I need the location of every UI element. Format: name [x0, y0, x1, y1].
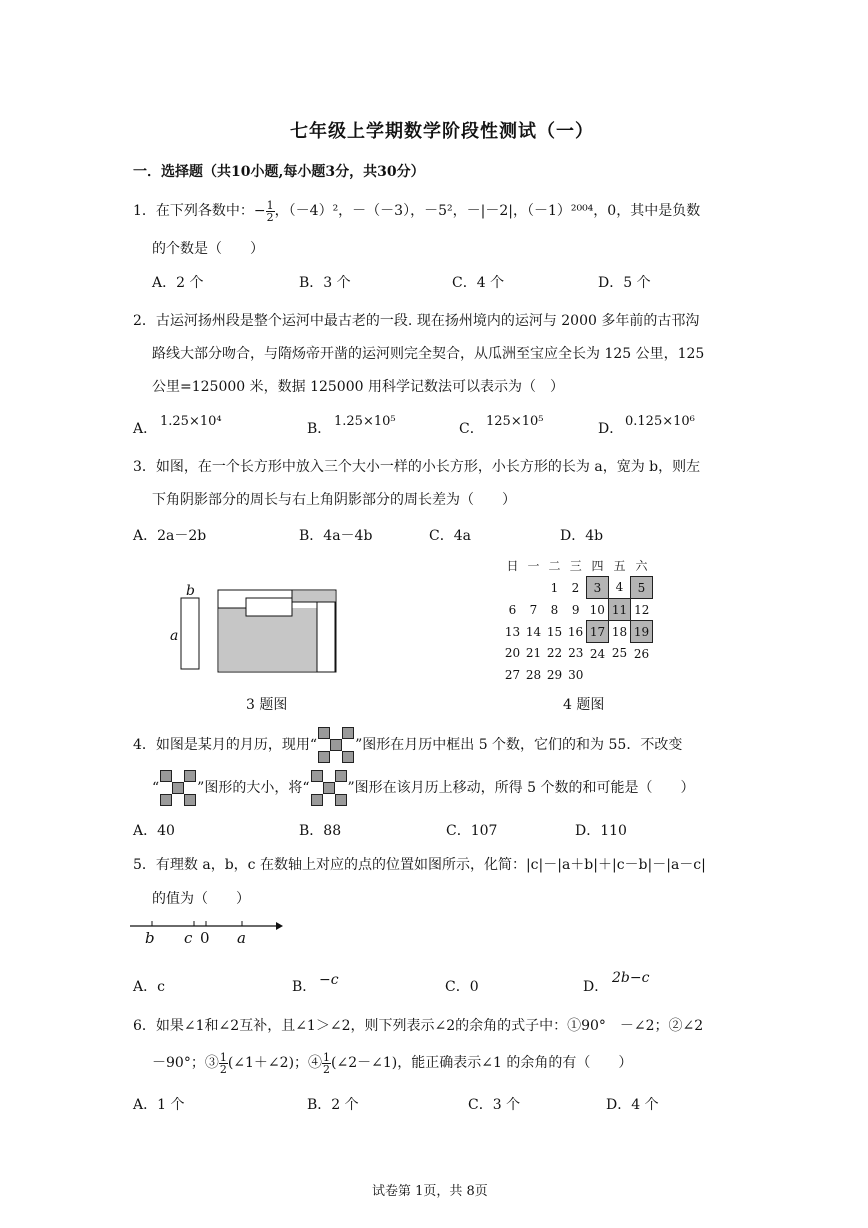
q2-option-a: [133, 418, 157, 438]
day-cell: 23: [568, 646, 584, 661]
q3-text-1: 如图，在一个长方形中放入三个大小一样的小长方形，小长方形的长为 a，宽为 b，则左: [155, 459, 701, 475]
q6-text-2a: －90°；③: [152, 1055, 219, 1071]
q6-option-c: C．3 个: [468, 1097, 521, 1113]
q3-option-c: C．4a: [429, 528, 471, 544]
question-1-line-2: 的个数是（ ）: [152, 241, 264, 257]
question-3-line-2: 下角阴影部分的周长与右上角阴影部分的周长差为（ ）: [152, 492, 516, 508]
question-2-line-2: 路线大部分吻合，与隋炀帝开凿的运河则完全契合，从瓜洲至宝应全长为 125 公里，125: [152, 346, 705, 362]
calendar: [502, 555, 653, 685]
q6-half-2: [322, 1052, 331, 1075]
day-cell: 21: [525, 646, 542, 661]
day-cell: 10: [589, 602, 605, 617]
q4-number: 4．: [133, 737, 156, 753]
calendar-table: [502, 555, 653, 685]
q4-text-1b: ”图形在月历中框出 5 个数，它们的和为 55．不改变: [355, 737, 683, 753]
q4-text-1a: 如图是某月的月历，现用“: [155, 737, 318, 753]
day-cell: 28: [525, 667, 542, 682]
q6-number: 6．: [133, 1018, 156, 1034]
q3-option-b: B．4a－4b: [299, 528, 373, 544]
question-5-line-2: 的值为（ ）: [152, 891, 250, 907]
day-cell: 29: [546, 667, 563, 682]
q1-neg: −: [253, 203, 266, 219]
calendar-row: [502, 577, 653, 599]
calendar-row: [502, 621, 653, 643]
shaded-top-right: [292, 591, 335, 602]
question-5-line-1: [133, 854, 706, 874]
day-cell: 30: [568, 667, 584, 682]
axis-label-c: c: [184, 929, 193, 947]
q2-value-d: 0.125×10⁶: [625, 414, 695, 429]
q2-c-label: C．: [459, 421, 484, 437]
calendar-header: [502, 555, 653, 577]
cross-shape-icon: [310, 769, 348, 807]
day-cell-shaded: 17: [587, 621, 609, 643]
day-cell: 26: [633, 646, 650, 661]
q6-text-2c: (∠2－∠1)，能正确表示∠1 的余角的有（ ）: [331, 1055, 633, 1071]
weekday: 四: [591, 559, 604, 573]
q5-number: 5．: [133, 857, 156, 873]
cross-shape-icon: [159, 769, 197, 807]
question-6-line-2: [152, 1050, 632, 1076]
q6-option-d: D．4 个: [606, 1097, 659, 1113]
day-cell-shaded: 5: [631, 577, 653, 599]
day-cell: 18: [611, 624, 628, 639]
q6-half-num: 1: [219, 1050, 227, 1064]
q1-number: 1．: [133, 203, 156, 219]
q5-value-b: −c: [319, 972, 339, 988]
q5-text-1: 有理数 a，b，c 在数轴上对应的点的位置如图所示，化简：|c|－|a＋b|＋|c－b|－|a－c|: [155, 857, 706, 873]
day-cell: 14: [525, 624, 542, 639]
q5-value-d: 2b−c: [612, 970, 650, 986]
q4-option-b: B．88: [299, 823, 342, 839]
day-cell: 12: [634, 602, 650, 617]
q1-frac-den: 2: [266, 210, 274, 224]
q3-number: 3．: [133, 459, 156, 475]
q6-half-1: [219, 1052, 228, 1075]
q2-value-a: 1.25×10⁴: [160, 414, 222, 429]
q5-option-d: D．: [583, 979, 609, 995]
question-4-line-1: [133, 726, 682, 764]
q1-fraction: [266, 200, 275, 223]
calendar-row: [502, 599, 653, 621]
day-cell: 27: [504, 667, 521, 682]
q1-option-d: D．5 个: [598, 275, 651, 291]
day-cell: 6: [508, 602, 517, 617]
cross-shape-icon: [317, 726, 355, 764]
day-cell: 1: [550, 580, 559, 595]
q2-value-c: 125×10⁵: [486, 414, 544, 429]
fig3-label-a: a: [170, 628, 179, 644]
q1-pre: 在下列各数中：: [155, 203, 254, 219]
q1-frac-num: 1: [266, 198, 274, 212]
axis-label-0: 0: [200, 929, 210, 947]
q4-text-2c: ”图形在该月历上移动，所得 5 个数的和可能是（ ）: [347, 780, 695, 796]
day-cell-shaded: 3: [587, 577, 609, 599]
q2-value-b: 1.25×10⁵: [334, 414, 396, 429]
q4-option-d: D．110: [575, 823, 627, 839]
day-cell: 20: [504, 646, 521, 661]
axis-label-b: b: [145, 929, 155, 947]
small-rectangle: [181, 598, 199, 669]
inner-rect-right: [317, 602, 335, 672]
arrow-icon: [276, 922, 283, 930]
question-3-line-1: [133, 456, 700, 476]
q4-option-c: C．107: [446, 823, 498, 839]
day-cell: 8: [550, 602, 559, 617]
day-cell: [609, 664, 631, 685]
weekday: 二: [548, 559, 561, 574]
q1-option-b: B．3 个: [299, 275, 351, 291]
q6-option-b: B．2 个: [307, 1097, 359, 1113]
day-cell: [502, 577, 523, 599]
q5-option-c: C．0: [445, 979, 479, 995]
day-cell: 4: [615, 580, 624, 595]
q6-text-1: 如果∠1和∠2互补，且∠1＞∠2，则下列表示∠2的余角的式子中：①90° －∠2；②∠2: [155, 1018, 704, 1034]
q3-option-a: A．2a－2b: [133, 528, 207, 544]
day-cell-shaded: 11: [609, 599, 631, 621]
q2-text-1: 古运河扬州段是整个运河中最古老的一段. 现在扬州境内的运河与 2000 多年前的古邗沟: [155, 313, 700, 329]
day-cell: 16: [567, 624, 584, 639]
q1-option-a: A．2 个: [152, 275, 204, 291]
question-2-line-3: 公里=125000 米，数据 125000 用科学记数法可以表示为（ ）: [152, 379, 564, 395]
day-cell: 7: [529, 602, 538, 617]
q2-b-label: B．: [307, 421, 332, 437]
fig3-label-b: b: [186, 583, 195, 599]
weekday: 五: [613, 559, 626, 574]
day-cell: 9: [571, 602, 580, 617]
q3-option-d: D．4b: [560, 528, 604, 544]
calendar-row: [502, 643, 653, 665]
q6-option-a: A．1 个: [133, 1097, 185, 1113]
q2-a-label: A．: [133, 421, 158, 437]
fig3-caption: 3 题图: [246, 697, 288, 713]
day-cell: 25: [611, 646, 628, 661]
page-footer: 试卷第 1页，共 8页: [372, 1184, 488, 1199]
q2-option-d: [598, 418, 623, 438]
q4-option-a: A．40: [133, 823, 175, 839]
q6-text-2b: (∠1＋∠2)；④: [227, 1055, 323, 1071]
q2-option-c: [459, 418, 484, 438]
shaded-bottom-left: [219, 608, 317, 671]
q2-option-b: [307, 418, 331, 438]
calendar-row: [502, 664, 653, 685]
weekday: 三: [569, 559, 582, 574]
question-1-line-1: [133, 198, 700, 224]
question-4-line-2: [152, 769, 694, 807]
section-heading: 一．选择题（共10小题,每小题3分，共30分）: [133, 164, 425, 180]
q1-option-c: C．4 个: [452, 275, 505, 291]
weekday: 一: [527, 559, 540, 574]
day-cell: 13: [504, 624, 521, 639]
q4-text-2b: ”图形的大小，将“: [197, 780, 310, 796]
fig4-caption: 4 题图: [563, 697, 605, 713]
day-cell: [587, 664, 609, 685]
q5-option-b: B．: [292, 979, 317, 995]
q4-text-2a: “: [152, 780, 160, 796]
q6-half-den: 2: [219, 1062, 227, 1076]
q5-option-a: A．c: [133, 979, 165, 995]
axis-label-a: a: [237, 929, 246, 947]
page-title: 七年级上学期数学阶段性测试（一）: [290, 121, 594, 142]
day-cell: [523, 577, 544, 599]
weekday: 日: [506, 559, 519, 574]
weekday: 六: [635, 559, 648, 573]
q2-d-label: D．: [598, 421, 624, 437]
day-cell: 15: [546, 624, 563, 639]
day-cell: 22: [546, 646, 563, 661]
question-2-line-1: [133, 310, 699, 330]
inner-rect-middle: [246, 598, 292, 616]
question-6-line-1: [133, 1015, 703, 1035]
q1-rest: ，（－4）²，－（－3），－5²，－|－2|，（－1）²⁰⁰⁴，0，其中是负数: [274, 203, 701, 219]
q6-half-den: 2: [323, 1062, 331, 1076]
day-cell-shaded: 19: [631, 621, 653, 643]
day-cell: 2: [571, 580, 580, 595]
day-cell: 24: [589, 646, 606, 661]
day-cell: [631, 664, 653, 685]
q2-number: 2．: [133, 313, 156, 329]
q6-half-num: 1: [323, 1050, 331, 1064]
